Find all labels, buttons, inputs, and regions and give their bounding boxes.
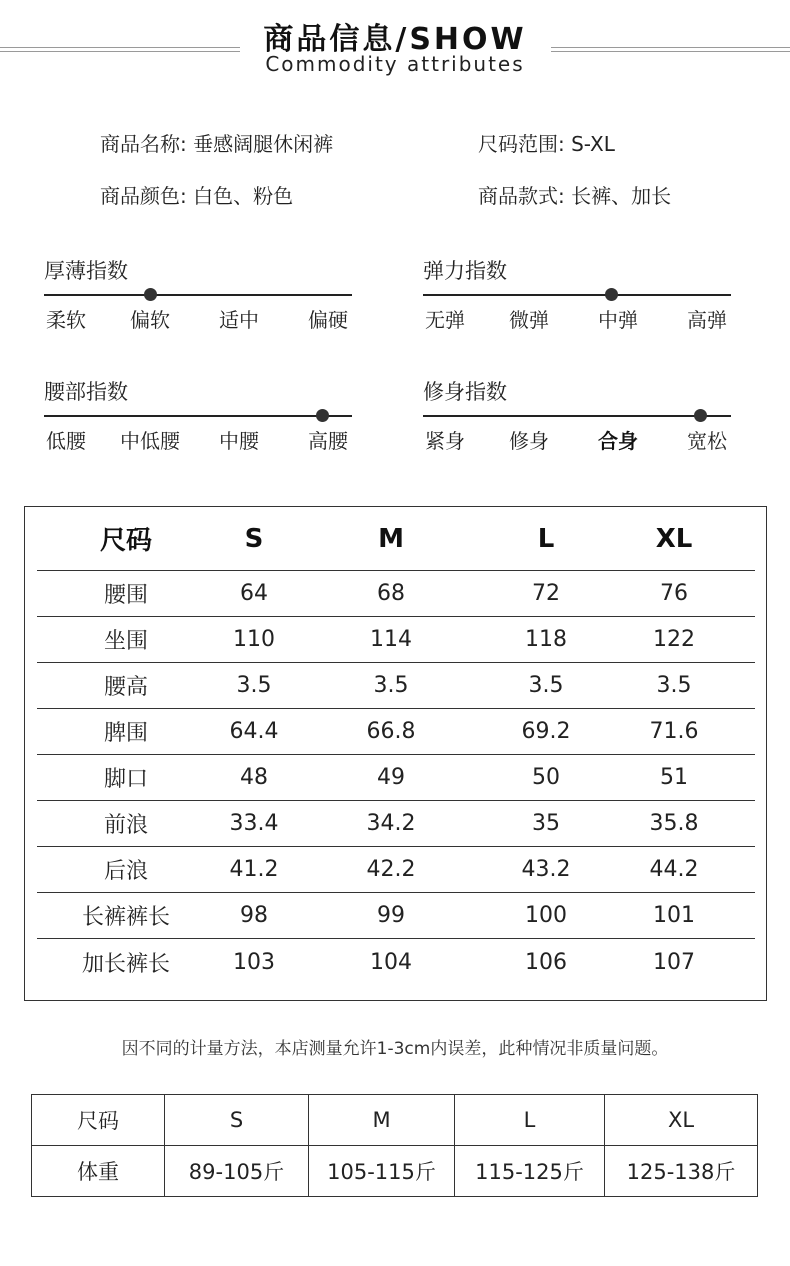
index-option: 合身 (598, 429, 638, 453)
table-cell: 前浪 (103, 813, 149, 838)
table-cell: 44.2 (649, 857, 699, 882)
table-cell: 125-138斤 (605, 1146, 758, 1197)
table-cell: 64 (240, 581, 268, 606)
table-cell: 42.2 (366, 857, 416, 882)
table-cell: 118 (525, 627, 567, 652)
page-subtitle: Commodity attributes (265, 52, 525, 76)
table-row (37, 617, 755, 663)
table-row (37, 663, 755, 709)
size-header-cell: S (244, 523, 264, 554)
table-cell: 脚口 (103, 767, 149, 792)
index-option: 无弹 (425, 308, 465, 332)
table-cell: 加长裤长 (81, 951, 171, 977)
table-cell: 104 (370, 949, 412, 975)
index-scale-line (423, 294, 731, 296)
table-cell: 64.4 (229, 719, 279, 744)
product-name: 商品名称: 垂感阔腿休闲裤 (100, 132, 334, 156)
index-option: 宽松 (687, 429, 727, 453)
index-option: 中腰 (219, 429, 259, 453)
table-cell: 114 (370, 627, 412, 652)
table-cell: 3.5 (236, 673, 272, 698)
index-option: 高腰 (308, 429, 348, 453)
table-cell: 脾围 (103, 721, 149, 746)
index-title: 修身指数 (423, 380, 507, 404)
table-cell: 110 (233, 627, 275, 652)
table-cell: 72 (532, 581, 560, 606)
table-cell: 34.2 (366, 811, 416, 836)
index-option: 中低腰 (120, 429, 180, 453)
table-cell: 69.2 (521, 719, 571, 744)
table-cell: 3.5 (656, 673, 692, 698)
size-header-cell: XL (655, 523, 693, 554)
table-cell: 35.8 (649, 811, 699, 836)
table-row (32, 1146, 758, 1197)
index-option: 柔软 (46, 308, 86, 332)
index-marker-dot (144, 288, 157, 301)
table-cell: 51 (660, 765, 688, 790)
table-cell: 68 (377, 581, 405, 606)
weight-header-row (32, 1095, 758, 1146)
table-cell: 坐围 (103, 629, 149, 654)
size-header-cell: M (378, 523, 404, 554)
table-cell: 48 (240, 765, 268, 790)
table-row (37, 571, 755, 617)
table-cell: 98 (240, 903, 268, 928)
table-cell: 89-105斤 (165, 1146, 309, 1197)
table-row (37, 893, 755, 939)
index-marker-dot (694, 409, 707, 422)
index-option: 偏硬 (308, 308, 348, 332)
table-cell: M (309, 1095, 455, 1146)
table-row (37, 801, 755, 847)
index-option: 中弹 (598, 308, 638, 332)
table-cell: L (455, 1095, 605, 1146)
index-title: 弹力指数 (423, 259, 507, 283)
table-cell: 41.2 (229, 857, 279, 882)
table-cell: 122 (653, 627, 695, 652)
table-cell: 长裤裤长 (81, 905, 171, 930)
product-style: 商品款式: 长裤、加长 (478, 184, 672, 208)
table-row (37, 847, 755, 893)
table-cell: 43.2 (521, 857, 571, 882)
table-cell: S (165, 1095, 309, 1146)
table-cell: 66.8 (366, 719, 416, 744)
index-scale-line (423, 415, 731, 417)
size-table-header (37, 507, 755, 571)
table-cell: 101 (653, 903, 695, 928)
table-row (37, 755, 755, 801)
size-header-cell: L (537, 523, 555, 554)
page-title: 商品信息/SHOW (263, 22, 527, 57)
table-cell: 71.6 (649, 719, 699, 744)
table-cell: 体重 (32, 1146, 165, 1197)
index-option: 低腰 (46, 429, 86, 453)
table-cell: 3.5 (373, 673, 409, 698)
measurement-note: 因不同的计量方法，本店测量允许1-3cm内误差，此种情况非质量问题。 (121, 1039, 669, 1059)
index-option: 偏软 (130, 308, 170, 332)
table-cell: 尺码 (32, 1095, 165, 1146)
index-option: 高弹 (687, 308, 727, 332)
table-cell: 106 (525, 949, 567, 975)
table-cell: XL (605, 1095, 758, 1146)
table-cell: 35 (532, 811, 560, 836)
table-cell: 99 (377, 903, 405, 928)
table-row (37, 939, 755, 985)
table-cell: 后浪 (103, 859, 149, 884)
weight-table (31, 1094, 758, 1197)
index-scale-line (44, 294, 352, 296)
table-cell: 105-115斤 (309, 1146, 455, 1197)
table-cell: 3.5 (528, 673, 564, 698)
table-cell: 100 (525, 903, 567, 928)
table-cell: 49 (377, 765, 405, 790)
index-option: 紧身 (425, 429, 465, 453)
index-option: 修身 (509, 429, 549, 453)
index-option: 微弹 (509, 308, 549, 332)
index-marker-dot (316, 409, 329, 422)
table-cell: 107 (653, 949, 695, 975)
size-table (24, 506, 767, 1001)
table-row (37, 709, 755, 755)
index-scale-line (44, 415, 352, 417)
page-header (0, 0, 790, 90)
size-header-cell: 尺码 (99, 526, 153, 556)
table-cell: 33.4 (229, 811, 279, 836)
table-cell: 腰围 (103, 583, 149, 608)
product-color: 商品颜色: 白色、粉色 (100, 184, 294, 208)
table-cell: 115-125斤 (455, 1146, 605, 1197)
index-title: 腰部指数 (44, 380, 128, 404)
index-title: 厚薄指数 (44, 259, 128, 283)
table-cell: 103 (233, 949, 275, 975)
table-cell: 50 (532, 765, 560, 790)
product-size-range: 尺码范围: S-XL (478, 132, 615, 156)
table-cell: 腰高 (103, 675, 149, 700)
index-option: 适中 (219, 308, 259, 332)
table-cell: 76 (660, 581, 688, 606)
index-marker-dot (605, 288, 618, 301)
